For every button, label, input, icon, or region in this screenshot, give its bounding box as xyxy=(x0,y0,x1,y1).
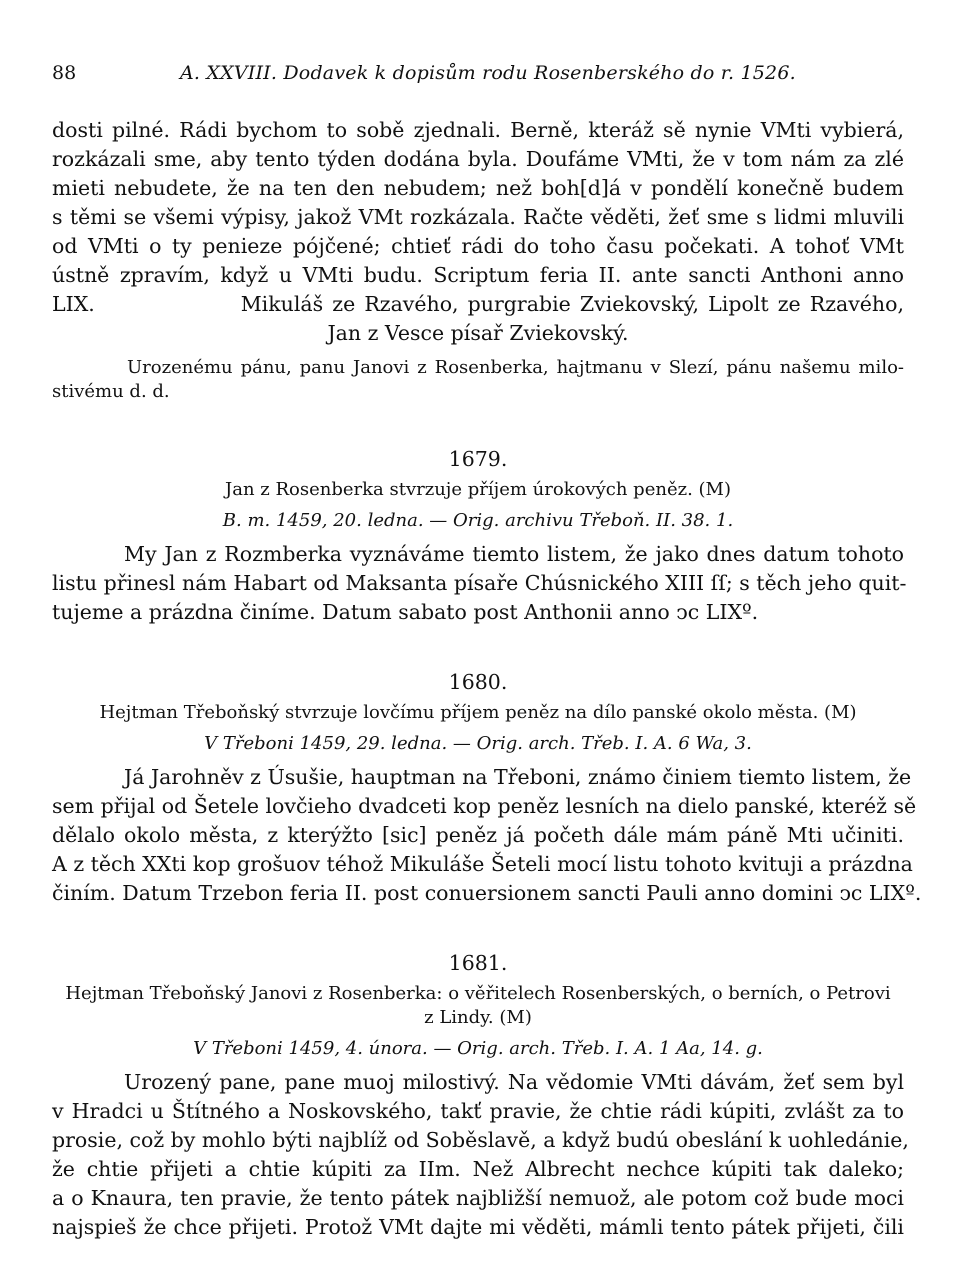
running-title: A. XXVIII. Dodavek k dopisům rodu Rosenberského do r. 1526. xyxy=(180,62,796,84)
text-line: najspieš že chce přijeti. Protož VMt dajte mi věděti, mámli tento pátek přijeti, čili xyxy=(52,1215,904,1239)
document-regest xyxy=(52,982,904,1030)
text-line: prosie, což by mohlo býti najblíž od Soběslavě, a když budú obeslání k uohledánie, xyxy=(52,1128,909,1152)
document-number: 1681. xyxy=(448,951,508,975)
text-line: dělalo okolo města, z kterýžto [sic] peněz já početh dále mám páně Mti učiniti. xyxy=(52,823,904,847)
page-number: 88 xyxy=(52,62,77,84)
regest-line: Hejtman Třeboňský Janovi z Rosenberka: o věřitelech Rosenberských, o berních, o Petrovi xyxy=(65,983,891,1004)
document-number: 1680. xyxy=(448,670,508,694)
text-line: v Hradci u Štítného a Noskovského, takť pravie, že chtie rádi kúpiti, zvlášt za to xyxy=(52,1099,904,1123)
text-line: rozkázali sme, aby tento týden dodána byla. Doufáme VMti, že v tom nám za zlé xyxy=(52,147,904,171)
text-line: sem přijal od Šetele lovčieho dvadceti kop peněz lesních na dielo panské, kteréž sě xyxy=(52,794,917,818)
signature-line: LIX. Mikuláš ze Rzavého, purgrabie Zviekovský, Lipolt ze Rzavého, xyxy=(52,292,904,316)
document-body xyxy=(52,540,907,627)
running-head xyxy=(52,50,904,90)
document-source: B. m. 1459, 20. ledna. — Orig. archivu Třeboň. II. 38. 1. xyxy=(222,510,734,531)
signature-line: Jan z Vesce písař Zviekovský. xyxy=(327,321,629,345)
address-line: stivému d. d. xyxy=(52,381,170,402)
document-source: V Třeboni 1459, 4. února. — Orig. arch. Třeb. I. A. 1 Aa, 14. g. xyxy=(193,1038,763,1059)
document-regest: Hejtman Třeboňský stvrzuje lovčímu příjem peněz na dílo panské okolo města. (M) xyxy=(99,702,857,723)
text-line: činím. Datum Trzebon feria II. post conuersionem sancti Pauli anno domini ↄc LIXº. xyxy=(52,881,922,905)
book-page xyxy=(52,50,922,1242)
letter-continuation xyxy=(52,116,904,348)
text-line: tujeme a prázdna činíme. Datum sabato post Anthonii anno ↄc LIXº. xyxy=(52,600,759,624)
text-line: a o Knaura, ten pravie, že tento pátek najbližší nemuož, ale potom což bude moci xyxy=(52,1186,904,1210)
text-line: že chtie přijeti a chtie kúpiti za IIm. Než Albrecht nechce kúpiti tak daleko; xyxy=(52,1157,904,1181)
text-line: listu přinesl nám Habart od Maksanta písaře Chúsnického XIII ſſ; s těch jeho quit- xyxy=(52,571,907,595)
text-line: s těmi se všemi výpisy, jakož VMt rozkázala. Račte věděti, žeť sme s lidmi mluvili xyxy=(52,205,904,229)
text-line: ústně zpravím, když u VMti budu. Scriptum feria II. ante sancti Anthoni anno xyxy=(52,263,904,287)
text-line: od VMti o ty penieze pójčené; chtieť rádi do toho času počekati. A tohoť VMt xyxy=(52,234,904,258)
text-line: mieti nebudete, že na ten den nebudem; než boh[d]á v pondělí konečně budem xyxy=(52,176,904,200)
document-body xyxy=(52,763,922,908)
address-line: Urozenému pánu, panu Janovi z Rosenberka, hajtmanu v Slezí, pánu našemu milo- xyxy=(127,357,904,378)
text-line: dosti pilné. Rádi bychom to sobě zjednali. Berně, kteráž sě nynie VMti vybierá, xyxy=(52,118,904,142)
document-source: V Třeboni 1459, 29. ledna. — Orig. arch. Třeb. I. A. 6 Wa, 3. xyxy=(204,733,752,754)
document-entry xyxy=(52,946,909,1242)
document-regest: Jan z Rosenberka stvrzuje příjem úrokových peněz. (M) xyxy=(225,479,731,500)
regest-line: z Lindy. (M) xyxy=(424,1007,532,1028)
letter-address xyxy=(52,356,904,404)
text-line: A z těch XXti kop grošuov téhož Mikuláše Šeteli mocí listu tohoto kvituji a prázdna xyxy=(52,852,913,876)
text-line: Urozený pane, pane muoj milostivý. Na vědomie VMti dávám, žeť sem byl xyxy=(124,1070,904,1094)
document-body xyxy=(52,1068,909,1242)
text-line: Já Jarohněv z Úsušie, hauptman na Třeboni, známo činiem tiemto listem, že xyxy=(124,765,912,789)
document-number: 1679. xyxy=(448,447,508,471)
text-line: My Jan z Rozmberka vyznáváme tiemto listem, že jako dnes datum tohoto xyxy=(124,542,904,566)
document-entry xyxy=(52,442,907,627)
document-entry xyxy=(52,665,922,908)
